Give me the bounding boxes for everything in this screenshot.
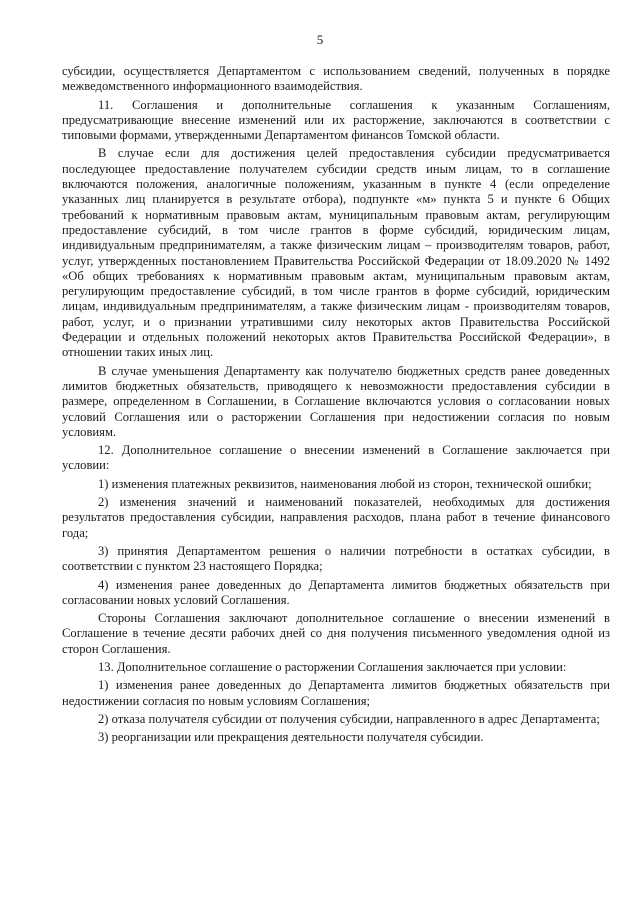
paragraph-continuation: субсидии, осуществляется Департаментом с использованием сведений, полученных в порядке межведомственного информационного взаимодействия. bbox=[62, 64, 610, 94]
list-item-13-3: 3) реорганизации или прекращения деятельности получателя субсидии. bbox=[98, 730, 484, 745]
page-number: 5 bbox=[316, 32, 324, 47]
paragraph-parties-agreement: Стороны Соглашения заключают дополнительное соглашение о внесении изменений в Соглашение в течение десяти рабочих дней со дня получения письменного уведомления одной из сторон Соглашения. bbox=[62, 611, 610, 656]
paragraph-other-persons: В случае если для достижения целей предоставления субсидии предусматривается последующее предоставление получателем субсидии средств иным лицам, то в соглашение включаются положения, аналогичные положениям, указанным в пункте 4 (если определение указанных лиц планируется в результате отбора), подпункте «м» пункта 5 и пункте 6 Общих требований к нормативным правовым актам, муниципальным правовым актам, регулирующим предоставление субсидий, в том числе грантов в форме субсидий, юридическим лицам, индивидуальным предпринимателям, а также физическим лицам – производителям товаров, работ, услуг, утвержденных постановлением Правительства Российской Федерации от 18.09.2020 № 1492 «Об общих требованиях к нормативным правовым актам, муниципальным правовым актам, регулирующим предоставление субсидий, в том числе грантов в форме субсидий, юридическим лицам, индивидуальным предпринимателям, а также физическим лицам - производителям товаров, работ, услуг, и о признании утратившими силу некоторых актов Правительства Российской Федерации и отдельных положений некоторых актов Правительства Российской Федерации», в отношении таких иных лиц. bbox=[62, 146, 610, 360]
paragraph-clause-13: 13. Дополнительное соглашение о расторжении Соглашения заключается при условии: bbox=[98, 659, 567, 674]
list-item-12-3: 3) принятия Департаментом решения о наличии потребности в остатках субсидии, в соответствии с пунктом 23 настоящего Порядка; bbox=[62, 543, 610, 574]
list-item-13-1: 1) изменения ранее доведенных до Департамента лимитов бюджетных обязательств при недостижении согласия по новым условиям Соглашения; bbox=[62, 678, 610, 708]
paragraph-clause-12: 12. Дополнительное соглашение о внесении изменений в Соглашение заключается при условии: bbox=[62, 443, 610, 473]
document-body bbox=[62, 64, 610, 748]
list-item-12-2: 2) изменения значений и наименований показателей, необходимых для достижения результатов предоставления субсидии, направления расходов, плана работ в течение финансового года; bbox=[62, 495, 610, 540]
paragraph-clause-11: 11. Соглашения и дополнительные соглашения к указанным Соглашениям, предусматривающие внесение изменений или их расторжение, заключаются в соответствии с типовыми формами, утвержденными Департаментом финансов Томской области. bbox=[62, 97, 610, 143]
list-item-12-1: 1) изменения платежных реквизитов, наименования любой из сторон, технической ошибки; bbox=[98, 476, 592, 491]
list-item-12-4: 4) изменения ранее доведенных до Департамента лимитов бюджетных обязательств при согласовании новых условий Соглашения. bbox=[62, 577, 610, 607]
paragraph-limit-reduction: В случае уменьшения Департаменту как получателю бюджетных средств ранее доведенных лимитов бюджетных обязательств, приводящего к невозможности предоставления субсидии в размере, определенном в Соглашении, в Соглашение включаются условия о согласовании новых условий Соглашения или о расторжении Соглашения при недостижении согласия по новым условиям. bbox=[62, 363, 610, 439]
list-item-13-2: 2) отказа получателя субсидии от получения субсидии, направленного в адрес Департамента; bbox=[98, 711, 600, 726]
